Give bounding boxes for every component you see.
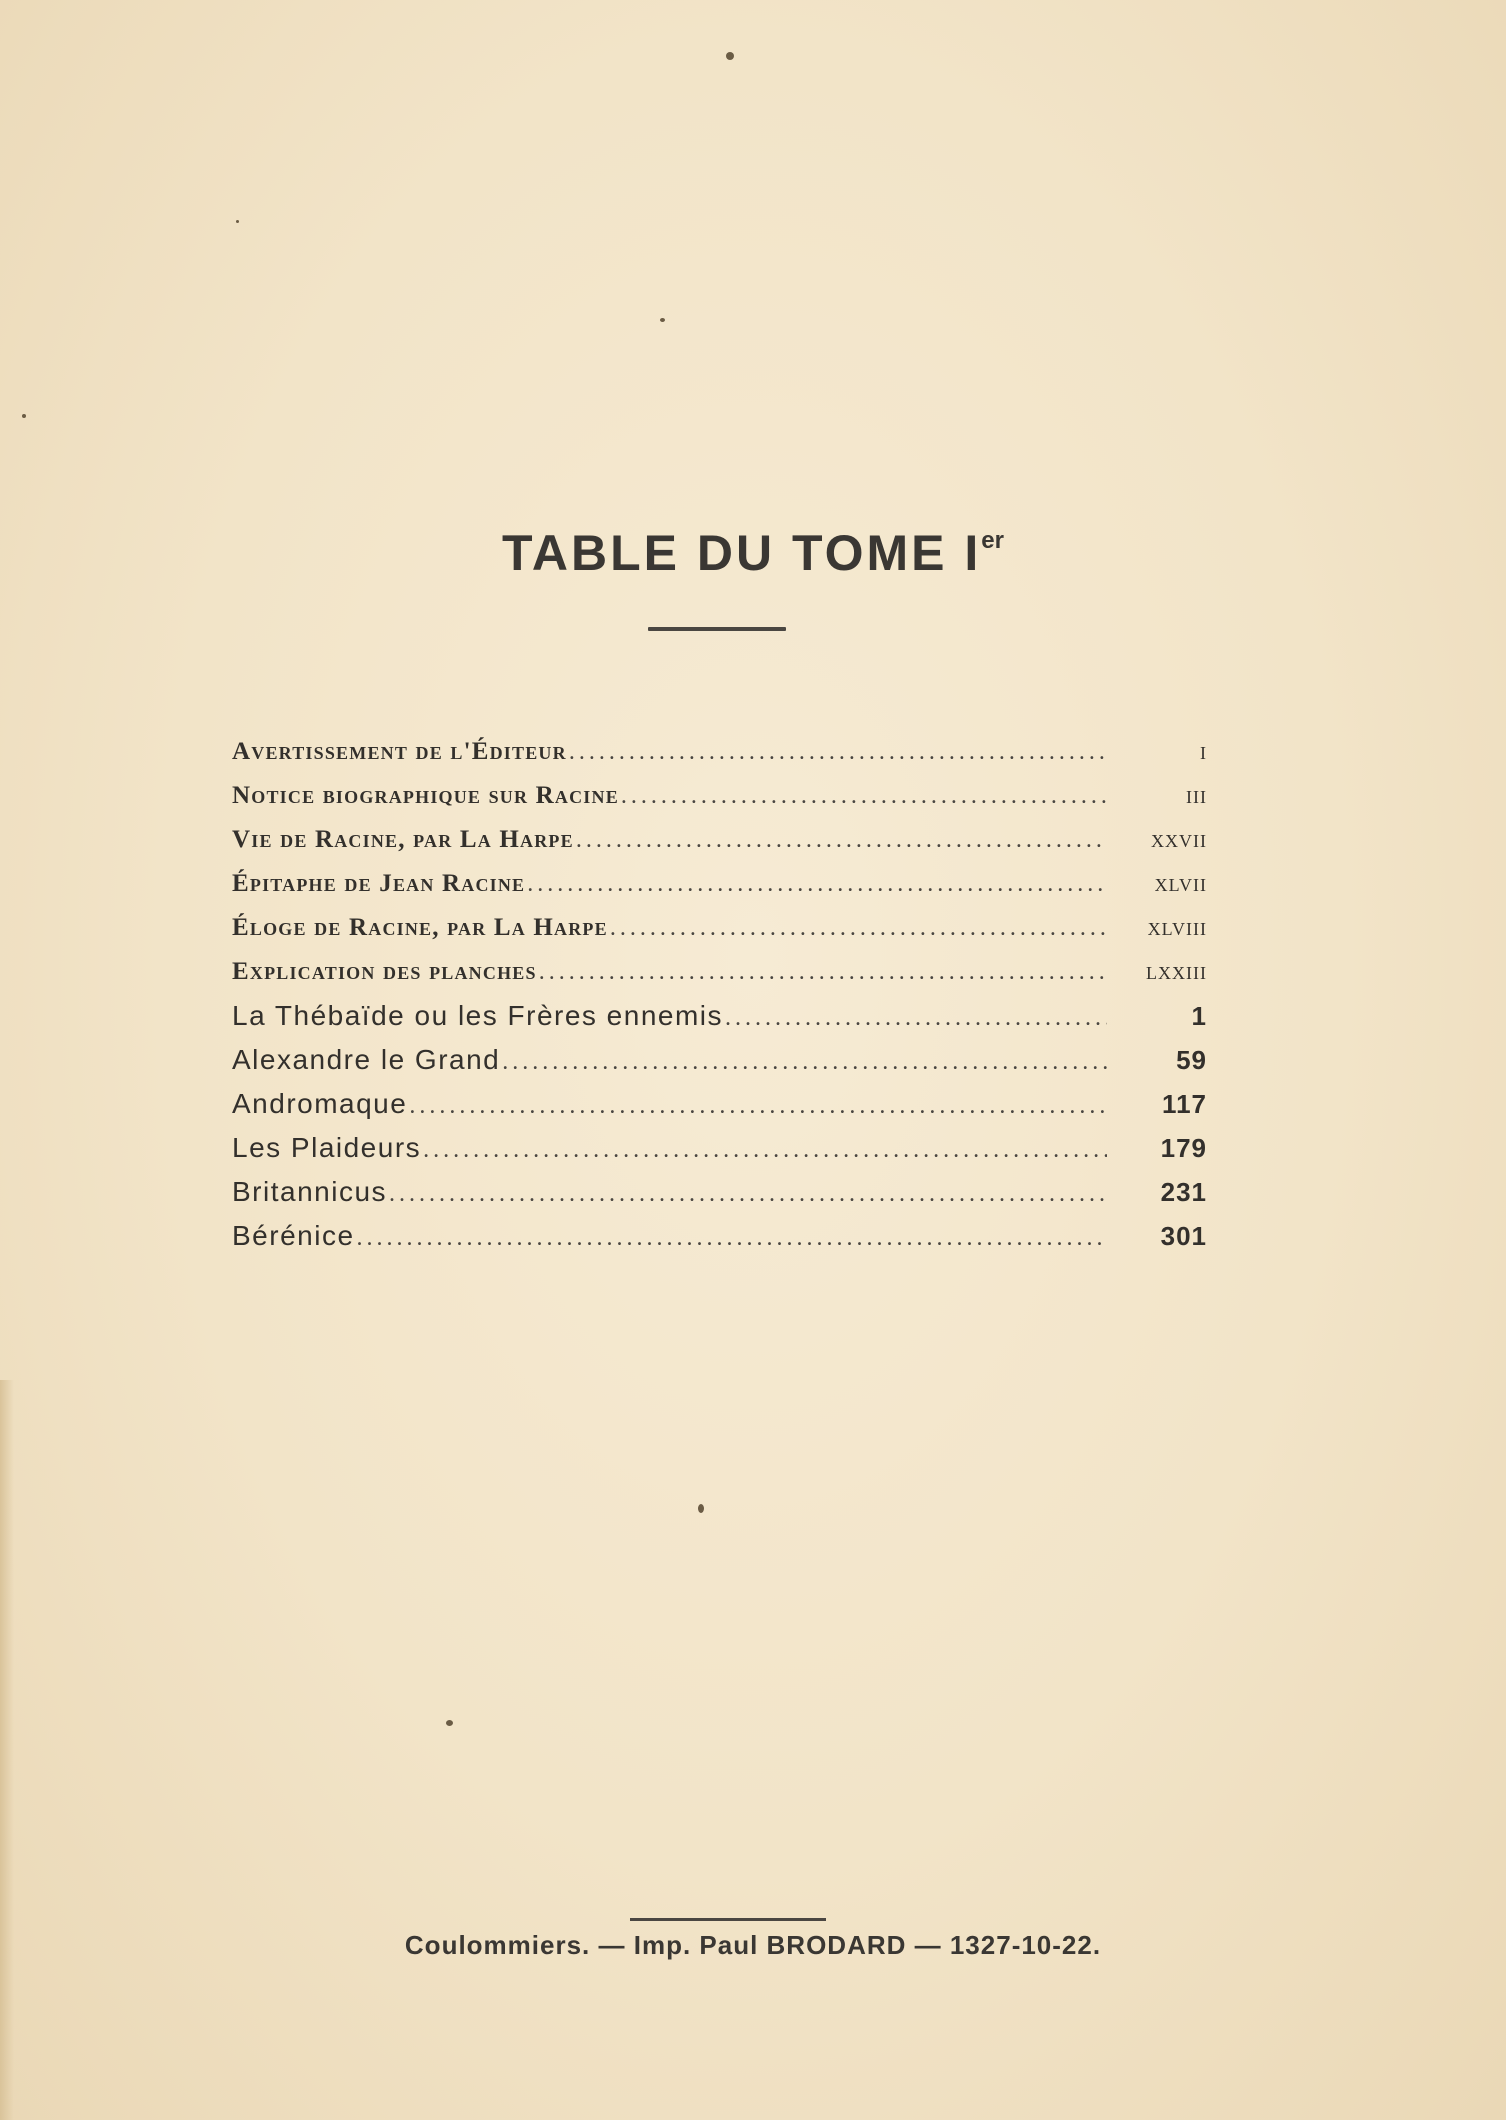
toc-entry-title: Les Plaideurs <box>232 1132 422 1163</box>
toc-entry-page: 1 <box>1191 1001 1207 1031</box>
toc-entry-page: lxxiii <box>1146 958 1207 985</box>
toc-dot-leader <box>539 950 1107 994</box>
toc-entry-page: xxvii <box>1151 826 1207 853</box>
toc-entry <box>232 730 1207 774</box>
paper-speck <box>660 318 665 322</box>
toc-entry-title: Éloge de Racine, par La Harpe <box>232 914 608 941</box>
toc-dot-leader <box>576 818 1107 862</box>
toc-entry-title: Épitaphe de Jean Racine <box>232 870 526 897</box>
toc-dot-leader <box>409 1084 1107 1128</box>
toc-dot-leader <box>621 774 1107 818</box>
toc-dot-leader <box>610 906 1107 950</box>
page-edge-shadow <box>0 1380 14 2120</box>
toc-entry-title: Britannicus <box>232 1176 388 1207</box>
toc-entry-page: iii <box>1186 782 1207 809</box>
toc-entry-page: 117 <box>1162 1089 1207 1119</box>
toc-entry-title: Notice biographique sur Racine <box>232 782 619 809</box>
page-title <box>0 524 1506 582</box>
toc-entry-title: Andromaque <box>232 1088 408 1119</box>
toc-entry <box>232 1038 1207 1082</box>
toc-dot-leader <box>569 730 1107 774</box>
toc-dot-leader <box>357 1216 1107 1260</box>
paper-speck <box>446 1720 453 1726</box>
toc-entry-title: La Thébaïde ou les Frères ennemis <box>232 1000 724 1031</box>
title-rule <box>648 627 786 631</box>
toc-entry-page: 59 <box>1176 1045 1207 1075</box>
toc-entry <box>232 1082 1207 1126</box>
toc-entry <box>232 950 1207 994</box>
toc-dot-leader <box>423 1128 1107 1172</box>
toc-entry <box>232 1214 1207 1258</box>
toc-entry-page: xlvii <box>1154 870 1207 897</box>
printer-imprint: Coulommiers. — Imp. Paul BRODARD — 1327-10-22. <box>404 1930 1102 1960</box>
toc-entry-page: 231 <box>1160 1177 1207 1207</box>
toc-entry <box>232 818 1207 862</box>
toc-entry <box>232 1126 1207 1170</box>
toc-entry-title: Vie de Racine, par La Harpe <box>232 826 574 853</box>
paper-speck <box>236 220 239 223</box>
paper-speck <box>698 1504 704 1513</box>
toc-entry <box>232 862 1207 906</box>
toc-entry-page: xlviii <box>1147 914 1207 941</box>
table-of-contents <box>232 730 1207 1258</box>
toc-entry <box>232 994 1207 1038</box>
toc-dot-leader <box>389 1172 1107 1216</box>
page-title-superscript: er <box>981 526 1004 554</box>
toc-entry-title: Alexandre le Grand <box>232 1044 501 1075</box>
toc-entry <box>232 906 1207 950</box>
imprint-rule <box>630 1918 826 1921</box>
toc-entry-page: i <box>1200 738 1207 765</box>
toc-entry-title: Bérénice <box>232 1220 355 1251</box>
paper-speck <box>22 414 26 418</box>
toc-dot-leader <box>527 862 1107 906</box>
toc-dot-leader <box>502 1040 1107 1084</box>
toc-entry-title: Explication des planches <box>232 958 537 985</box>
toc-entry <box>232 1170 1207 1214</box>
toc-entry-page: 179 <box>1160 1133 1207 1163</box>
toc-dot-leader <box>725 996 1107 1040</box>
toc-entry-title: Avertissement de l'Éditeur <box>232 738 567 765</box>
toc-entry-page: 301 <box>1160 1221 1207 1251</box>
paper-speck <box>726 52 734 60</box>
toc-entry <box>232 774 1207 818</box>
page-title-text: TABLE DU TOME I <box>502 524 982 581</box>
